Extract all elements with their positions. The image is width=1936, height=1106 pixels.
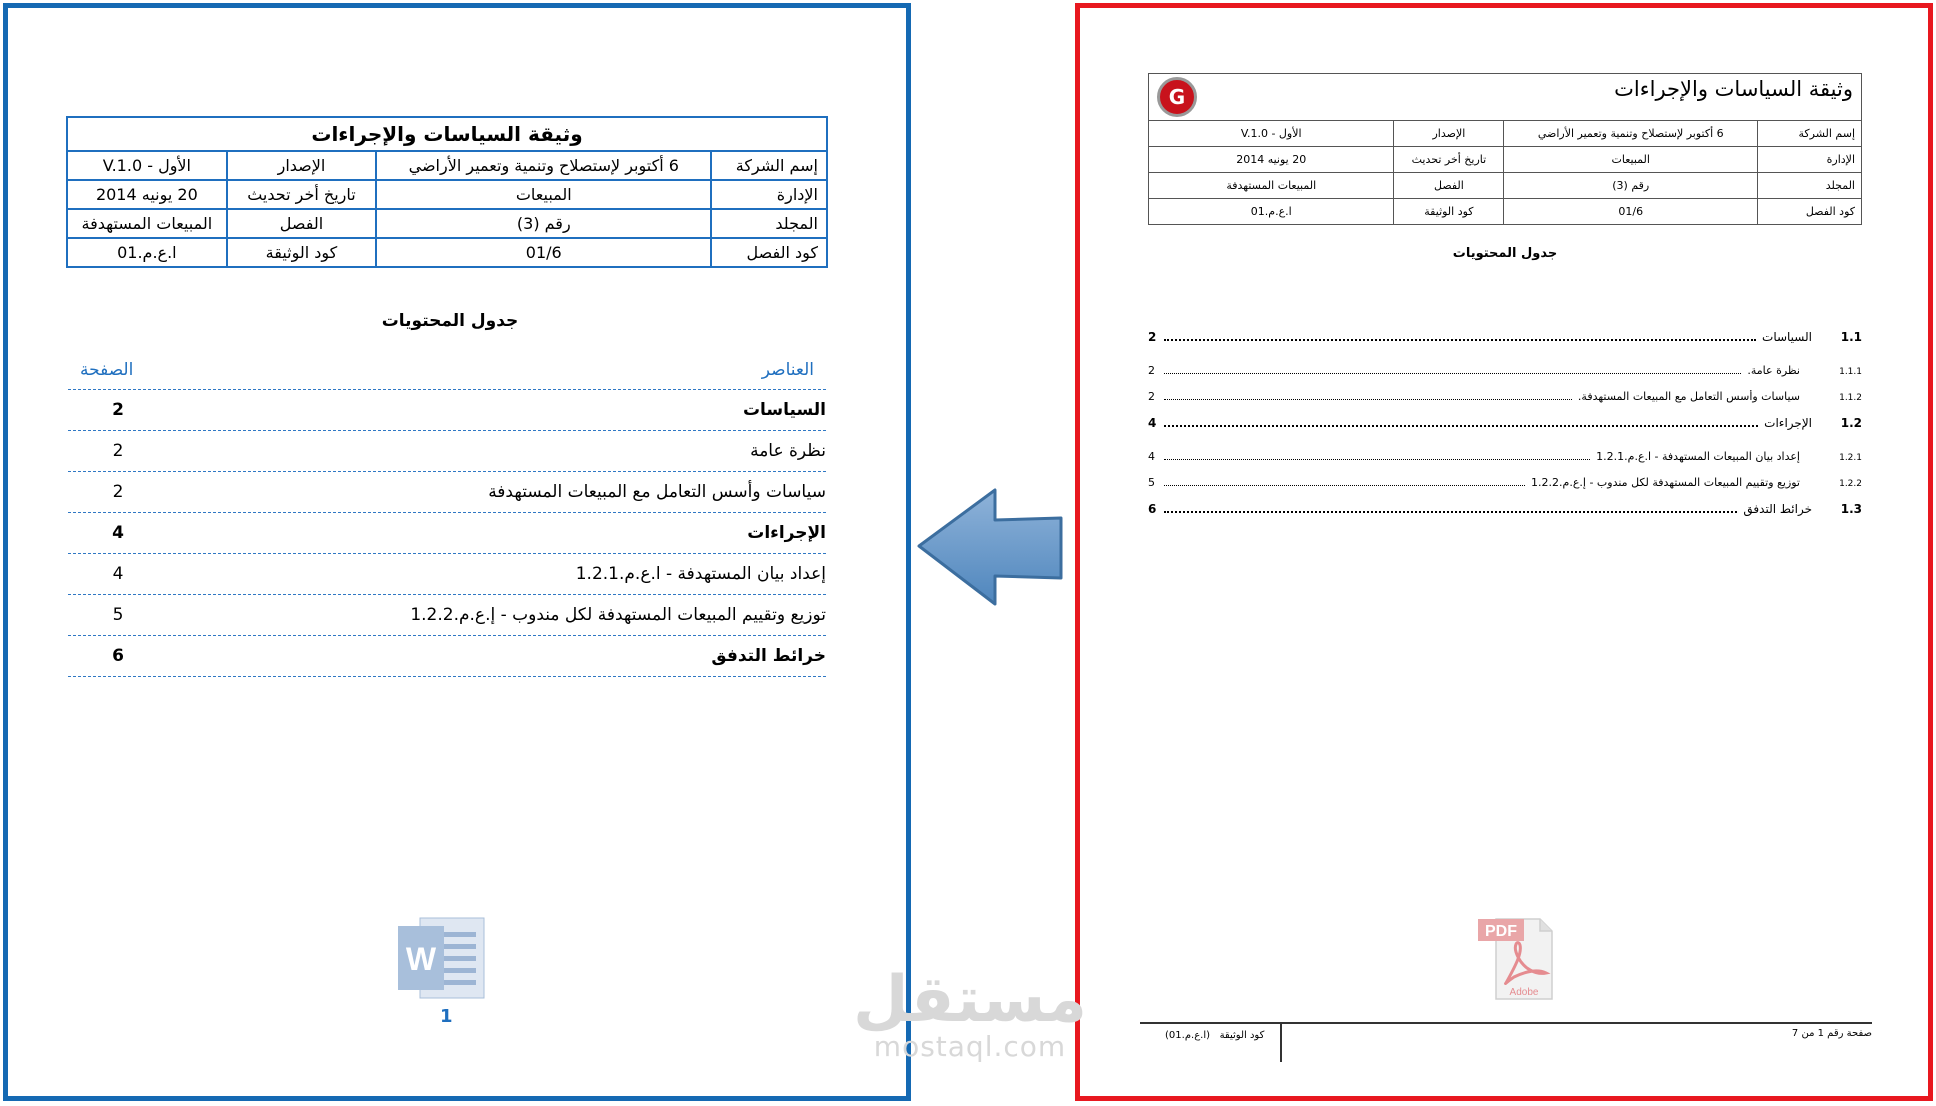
pdf-header-table <box>1148 73 1862 225</box>
pdf-toc-entry[interactable] <box>1148 390 1862 416</box>
pdf-title-cell <box>1149 74 1862 121</box>
toc-row[interactable] <box>68 554 826 595</box>
toc-table <box>68 350 826 677</box>
pdf-toc-leader <box>1164 394 1572 400</box>
pdf-toc-number: 1.1.1 <box>1839 367 1862 377</box>
toc-row-page: 4 <box>112 523 124 543</box>
pdf-document-title: وثيقة السياسات والإجراءات <box>1614 77 1853 101</box>
pdf-footer-code-value: (ا.ع.م.01) <box>1165 1030 1211 1041</box>
toc-row[interactable] <box>68 636 826 677</box>
pdf-toc-number: 1.2.2 <box>1839 479 1862 489</box>
toc-page-header: الصفحة <box>80 359 134 380</box>
pdf-toc-entry[interactable] <box>1148 330 1862 364</box>
toc-row-page: 2 <box>112 400 124 420</box>
pdf-chapter-code-label: كود الفصل <box>1758 199 1862 225</box>
toc-row[interactable] <box>68 595 826 636</box>
pdf-toc-label: خرائط التدفق <box>1743 502 1812 516</box>
toc-row-page: 6 <box>112 646 124 666</box>
toc-title: جدول المحتويات <box>381 311 519 331</box>
doc-code-value: ا.ع.م.01 <box>67 238 227 267</box>
pdf-toc-number: 1.2 <box>1840 416 1862 430</box>
toc-row-page: 2 <box>112 482 124 502</box>
pdf-toc-page: 4 <box>1148 450 1155 463</box>
pdf-file-icon <box>1476 915 1554 1003</box>
chapter-label: الفصل <box>227 209 377 238</box>
pdf-department-value: المبيعات <box>1504 147 1758 173</box>
pdf-toc-label: توزيع وتقييم المبيعات المستهدفة لكل مندوب - إ.ع.م.1.2.2 <box>1531 476 1800 489</box>
pdf-icon-label: PDF <box>1485 923 1517 940</box>
company-label: إسم الشركة <box>711 151 827 180</box>
word-page-number: 1 <box>440 1006 453 1027</box>
pdf-chapter-label: الفصل <box>1394 173 1504 199</box>
doc-code-label: كود الوثيقة <box>227 238 377 267</box>
updated-label: تاريخ أخر تحديث <box>227 180 377 209</box>
updated-value: 20 يونيه 2014 <box>67 180 227 209</box>
toc-row-label: نظرة عامة <box>750 441 826 461</box>
pdf-toc-leader <box>1164 335 1756 341</box>
toc-row[interactable] <box>68 472 826 513</box>
volume-label: المجلد <box>711 209 827 238</box>
toc-row-label: سياسات وأسس التعامل مع المبيعات المستهدفة <box>488 482 826 502</box>
pdf-toc-page: 2 <box>1148 390 1155 403</box>
document-title: وثيقة السياسات والإجراءات <box>67 117 827 151</box>
pdf-updated-value: 20 يونيه 2014 <box>1149 147 1394 173</box>
version-label: الإصدار <box>227 151 377 180</box>
toc-row-page: 2 <box>112 441 124 461</box>
toc-row-page: 4 <box>112 564 124 584</box>
volume-value: رقم (3) <box>376 209 711 238</box>
toc-row-label: إعداد بيان المستهدفة - ا.ع.م.1.2.1 <box>575 564 826 584</box>
word-header-table <box>66 116 828 268</box>
pdf-toc-page: 4 <box>1148 416 1157 430</box>
pdf-chapter-code-value: 01/6 <box>1504 199 1758 225</box>
pdf-toc-leader <box>1164 368 1741 374</box>
toc-row-label: خرائط التدفق <box>711 646 826 666</box>
pdf-toc-list <box>1148 330 1862 536</box>
chapter-value: المبيعات المستهدفة <box>67 209 227 238</box>
toc-row[interactable] <box>68 390 826 431</box>
pdf-toc-entry[interactable] <box>1148 364 1862 390</box>
pdf-doc-code-label: كود الوثيقة <box>1394 199 1504 225</box>
pdf-toc-page: 2 <box>1148 330 1157 344</box>
pdf-toc-page: 6 <box>1148 502 1157 516</box>
pdf-toc-label: سياسات وأسس التعامل مع المبيعات المستهدفة. <box>1577 390 1800 403</box>
pdf-footer-doc-code <box>1165 1030 1264 1041</box>
pdf-version-value: الأول - V.1.0 <box>1149 121 1394 147</box>
toc-row-label: السياسات <box>742 400 826 420</box>
version-value: الأول - V.1.0 <box>67 151 227 180</box>
pdf-toc-label: السياسات <box>1762 330 1812 344</box>
pdf-footer-separator <box>1280 1024 1282 1062</box>
word-icon-letter: W <box>405 941 437 977</box>
pdf-toc-entry[interactable] <box>1148 476 1862 502</box>
pdf-toc-page: 2 <box>1148 364 1155 377</box>
toc-items-header: العناصر <box>761 359 814 380</box>
pdf-toc-number: 1.3 <box>1840 502 1862 516</box>
word-file-icon <box>394 914 488 1002</box>
pdf-company-label: إسم الشركة <box>1758 121 1862 147</box>
company-value: 6 أكتوبر لإستصلاح وتنمية وتعمير الأراضي <box>376 151 711 180</box>
pdf-toc-leader <box>1164 480 1525 486</box>
pdf-doc-code-value: ا.ع.م.01 <box>1149 199 1394 225</box>
pdf-icon-brand: Adobe <box>1509 987 1539 998</box>
chapter-code-value: 01/6 <box>376 238 711 267</box>
watermark-arabic: مستقل <box>852 963 1088 1037</box>
toc-row-label: توزيع وتقييم المبيعات المستهدفة لكل مندوب - إ.ع.م.1.2.2 <box>410 605 826 625</box>
department-label: الإدارة <box>711 180 827 209</box>
company-logo-icon: G <box>1157 77 1197 117</box>
pdf-toc-leader <box>1164 454 1590 460</box>
toc-row[interactable] <box>68 513 826 554</box>
pdf-toc-number: 1.2.1 <box>1839 453 1862 463</box>
pdf-toc-label: الإجراءات <box>1764 416 1812 430</box>
pdf-footer-code-label: كود الوثيقة <box>1219 1030 1265 1041</box>
pdf-toc-leader <box>1164 507 1737 513</box>
pdf-toc-number: 1.1.2 <box>1839 393 1862 403</box>
watermark <box>850 963 1090 1063</box>
toc-row[interactable] <box>68 431 826 472</box>
pdf-toc-label: نظرة عامة. <box>1747 364 1800 377</box>
pdf-toc-entry[interactable] <box>1148 450 1862 476</box>
chapter-code-label: كود الفصل <box>711 238 827 267</box>
pdf-version-label: الإصدار <box>1394 121 1504 147</box>
pdf-volume-label: المجلد <box>1758 173 1862 199</box>
pdf-toc-label: إعداد بيان المبيعات المستهدفة - ا.ع.م.1.2.1 <box>1596 450 1800 463</box>
pdf-footer-divider <box>1140 1022 1872 1024</box>
pdf-toc-entry[interactable] <box>1148 502 1862 536</box>
department-value: المبيعات <box>376 180 711 209</box>
watermark-latin: mostaql.com <box>873 1030 1067 1063</box>
pdf-toc-number: 1.1 <box>1840 330 1862 344</box>
pdf-toc-page: 5 <box>1148 476 1155 489</box>
toc-header-row <box>68 350 826 390</box>
pdf-chapter-value: المبيعات المستهدفة <box>1149 173 1394 199</box>
pdf-toc-entry[interactable] <box>1148 416 1862 450</box>
pdf-toc-title: جدول المحتويات <box>1452 246 1558 261</box>
pdf-company-value: 6 أكتوبر لإستصلاح وتنمية وتعمير الأراضي <box>1504 121 1758 147</box>
pdf-footer-page: صفحة رقم 1 من 7 <box>1791 1028 1872 1039</box>
pdf-volume-value: رقم (3) <box>1504 173 1758 199</box>
pdf-department-label: الإدارة <box>1758 147 1862 173</box>
left-arrow-icon <box>915 488 1065 608</box>
pdf-updated-label: تاريخ أخر تحديث <box>1394 147 1504 173</box>
pdf-toc-leader <box>1164 421 1758 427</box>
toc-row-label: الإجراءات <box>747 523 826 543</box>
toc-row-page: 5 <box>112 605 124 625</box>
